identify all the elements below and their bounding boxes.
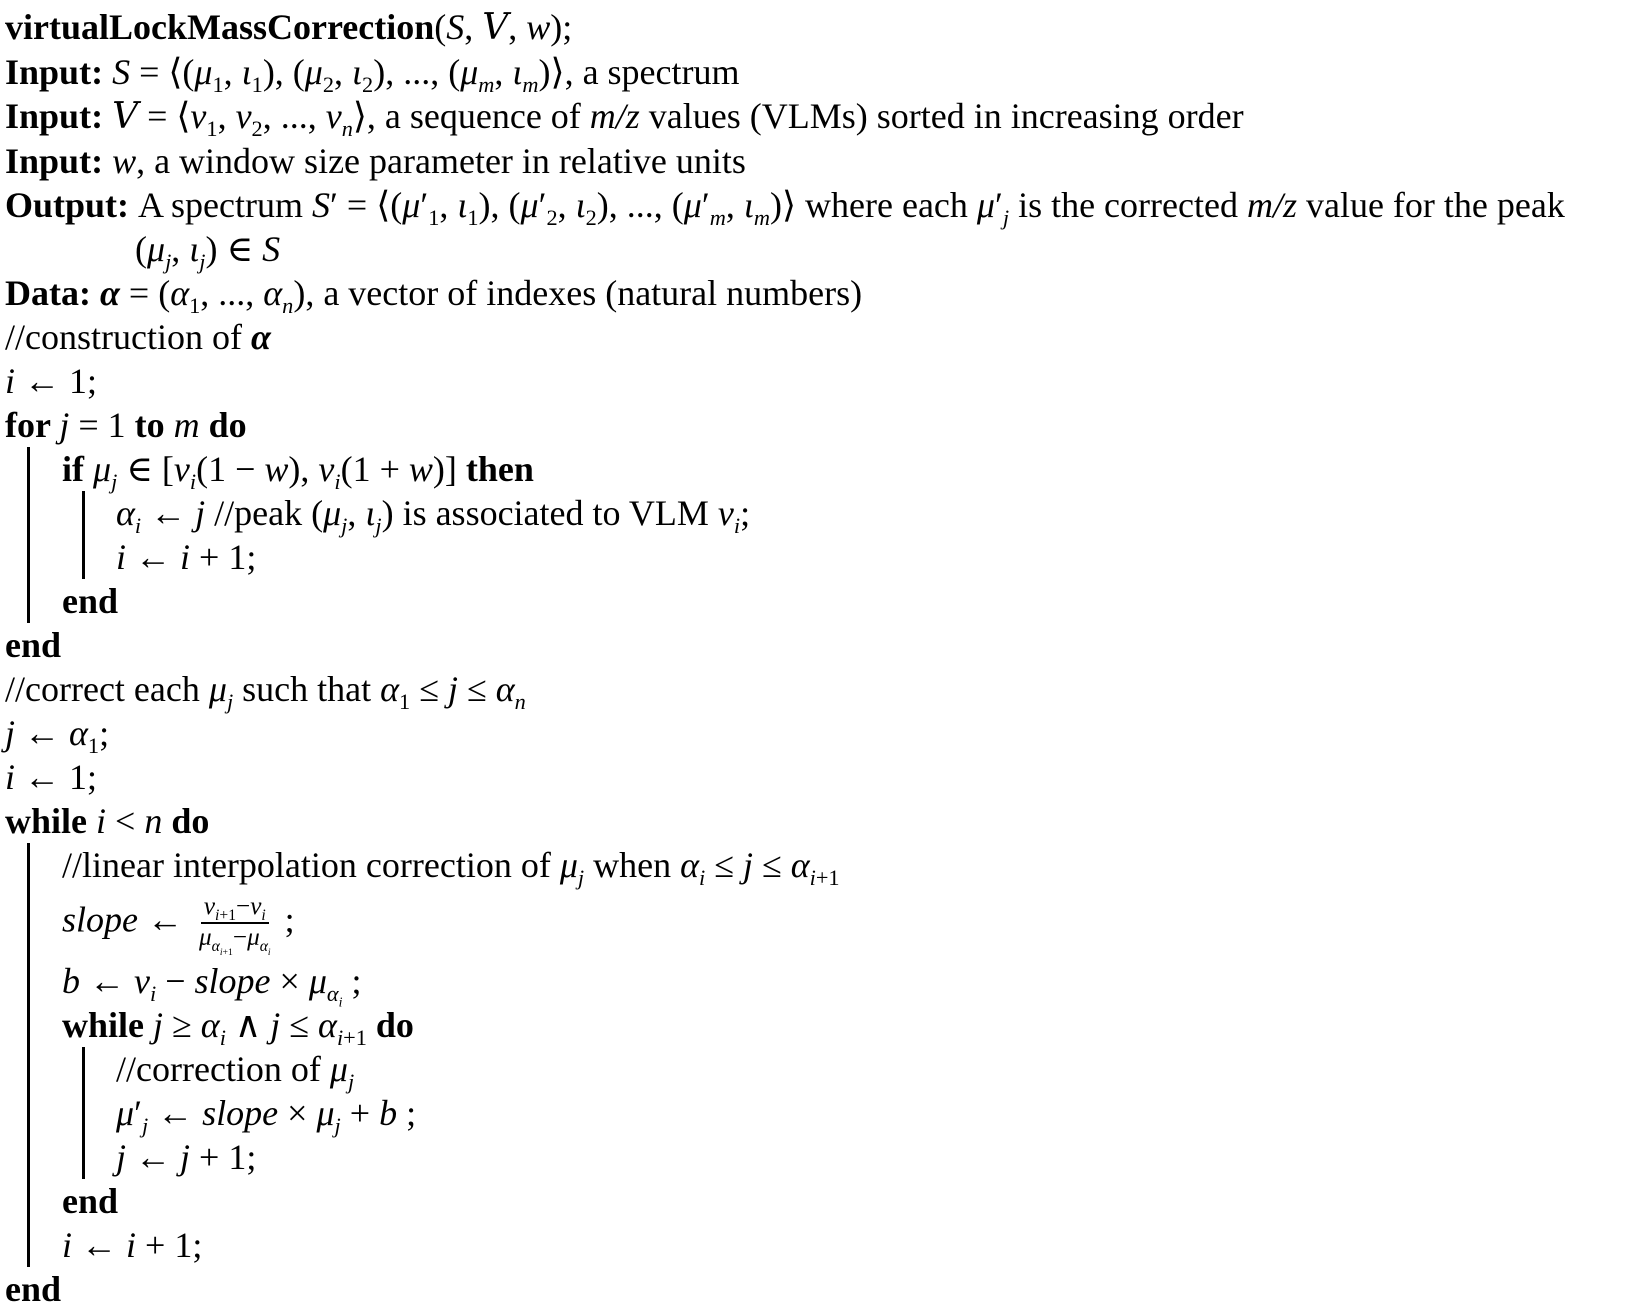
output-continuation: ($\mu_j$, $\iota_j$) ∈ S bbox=[135, 229, 281, 275]
fraction-numerator: $v_{i+1}-v_i$ bbox=[201, 893, 269, 924]
end-keyword: end bbox=[62, 1181, 119, 1222]
input-spectrum: Input: $S = ⟨(\mu_1$, $\iota_1$), ($\mu_2$, $\iota_2$), ..., ($\mu_m$, $\iota_m)⟩$, a spectrum bbox=[5, 52, 740, 98]
end-keyword: end bbox=[5, 1269, 62, 1310]
code-block bbox=[82, 1047, 1650, 1179]
stmt: i ← 1; bbox=[5, 757, 98, 797]
stmt: $\mu'_j$ ← slope × $\mu_j + b$ ; bbox=[116, 1093, 417, 1139]
comment-correction: //correction of $\mu_j$ bbox=[116, 1049, 355, 1095]
stmt-intercept: b ← $v_i$ − slope × $\mu_{\alpha_i}$ ; bbox=[62, 961, 362, 1010]
stmt: j ← $\alpha_1$; bbox=[5, 713, 110, 759]
stmt-slope: slope ← $\frac{v_{i+1}-v_i}{\mu_{\alpha_{i+1}}-\mu_{\alpha_i}}$ ; bbox=[62, 893, 295, 959]
algorithm-title: virtualLockMassCorrection(S, V, w); bbox=[5, 7, 573, 48]
comment-correct: //correct each $\mu_j$ such that $\alpha_1 \le j \le \alpha_n$ bbox=[5, 669, 526, 715]
for-header: for j = 1 to m do bbox=[5, 405, 247, 445]
stmt: i ← 1; bbox=[5, 361, 98, 401]
code-block bbox=[82, 491, 1650, 579]
stmt: j ← j + 1; bbox=[116, 1137, 257, 1178]
if-header: if $\mu_j$ ∈ [$v_i(1 - w)$, $v_i(1 + w)$] then bbox=[62, 449, 534, 495]
end-keyword: end bbox=[5, 625, 62, 665]
stmt: $\alpha_i$ ← j //peak ($\mu_j$, $\iota_j$) is associated to VLM $v_i$; bbox=[116, 493, 751, 539]
input-window: Input: w, a window size parameter in relative units bbox=[5, 141, 746, 181]
code-block bbox=[27, 843, 1650, 1267]
comment-construction: //construction of α bbox=[5, 317, 271, 357]
while-header: while i < n do bbox=[5, 801, 210, 841]
input-vlm-sequence: Input: $V = ⟨v_1$, $v_2$, ..., $v_n⟩$, a sequence of m/z values (VLMs) sorted in increasing order bbox=[5, 96, 1244, 142]
while-header-inner: while $j \ge \alpha_i$ ∧ $j \le \alpha_{i+1}$ do bbox=[62, 1005, 414, 1051]
end-keyword: end bbox=[62, 581, 119, 621]
stmt: i ← i + 1; bbox=[62, 1225, 203, 1266]
stmt: i ← i + 1; bbox=[116, 537, 257, 577]
fraction-denominator: $\mu_{\alpha_{i+1}}-\mu_{\alpha_i}$ bbox=[199, 923, 271, 959]
data-line: Data: $\alpha = (\alpha_1$, ..., $\alpha_n$), a vector of indexes (natural numbers) bbox=[5, 273, 863, 319]
output-line: Output: A spectrum $S' = ⟨(\mu'_1$, $\iota_1$), ($\mu'_2$, $\iota_2$), ..., ($\mu'_m$, $\iota_m)⟩$ where each $\mu'_j$ is the corrected m/z value for the peak bbox=[5, 185, 1565, 231]
code-block bbox=[27, 447, 1650, 623]
fraction bbox=[196, 893, 274, 959]
comment-interpolation: //linear interpolation correction of $\mu_j$ when $\alpha_i \le j \le \alpha_{i+1}$ bbox=[62, 845, 840, 891]
